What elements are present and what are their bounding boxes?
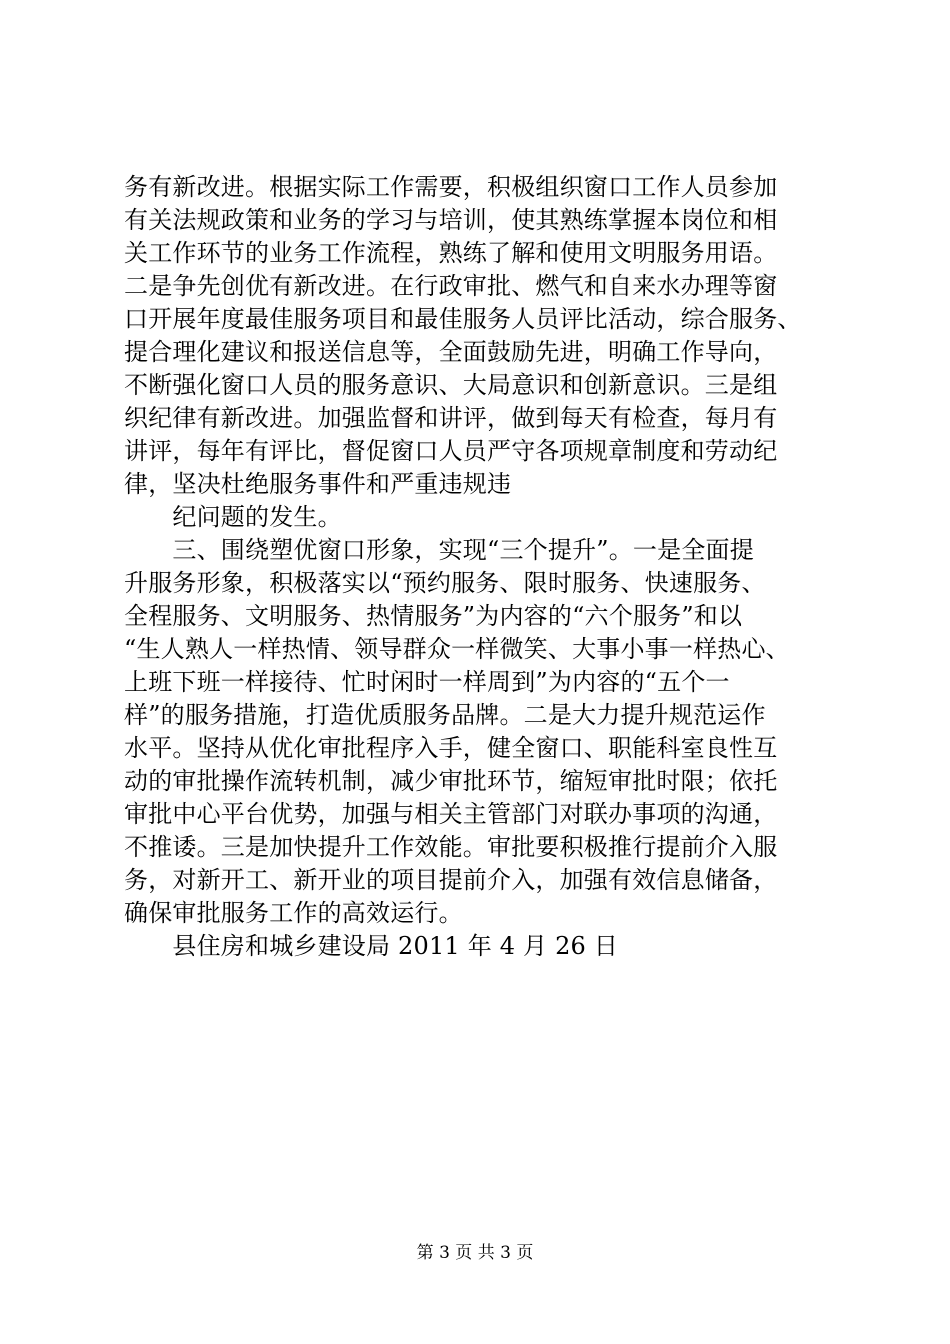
text-line: 关工作环节的业务工作流程，熟练了解和使用文明服务用语。 bbox=[124, 239, 778, 267]
text-line: 三、围绕塑优窗口形象，实现“三个提升”。一是全面提 bbox=[124, 536, 754, 564]
text-line: 律，坚决杜绝服务事件和严重违规违 bbox=[124, 470, 512, 498]
text-line: “生人熟人一样热情、领导群众一样微笑、大事小事一样热心、 bbox=[124, 635, 790, 663]
text-line: 提合理化建议和报送信息等，全面鼓励先进，明确工作导向， bbox=[124, 338, 778, 366]
document-body bbox=[124, 171, 844, 963]
text-line: 二是争先创优有新改进。在行政审批、燃气和自来水办理等窗 bbox=[124, 272, 778, 300]
text-line: 务有新改进。根据实际工作需要，积极组织窗口工作人员参加 bbox=[124, 173, 778, 201]
text-line: 上班下班一样接待、忙时闲时一样周到”为内容的“五个一 bbox=[124, 668, 730, 696]
text-line: 升服务形象，积极落实以“预约服务、限时服务、快速服务、 bbox=[124, 569, 766, 597]
text-line: 审批中心平台优势，加强与相关主管部门对联办事项的沟通， bbox=[124, 800, 778, 828]
text-line: 确保审批服务工作的高效运行。 bbox=[124, 899, 463, 927]
text-line: 讲评，每年有评比，督促窗口人员严守各项规章制度和劳动纪 bbox=[124, 437, 778, 465]
text-line: 水平。坚持从优化审批程序入手，健全窗口、职能科室良性互 bbox=[124, 734, 778, 762]
text-line: 务，对新开工、新开业的项目提前介入，加强有效信息储备， bbox=[124, 866, 778, 894]
text-line: 不断强化窗口人员的服务意识、大局意识和创新意识。三是组 bbox=[124, 371, 778, 399]
text-line: 口开展年度最佳服务项目和最佳服务人员评比活动，综合服务、 bbox=[124, 305, 802, 333]
text-line: 全程服务、文明服务、热情服务”为内容的“六个服务”和以 bbox=[124, 602, 743, 630]
text-line: 有关法规政策和业务的学习与培训，使其熟练掌握本岗位和相 bbox=[124, 206, 778, 234]
text-line: 动的审批操作流转机制，减少审批环节，缩短审批时限；依托 bbox=[124, 767, 778, 795]
signature-date-line: 县住房和城乡建设局 2011 年 4 月 26 日 bbox=[124, 932, 619, 960]
text-line: 织纪律有新改进。加强监督和讲评，做到每天有检查，每月有 bbox=[124, 404, 778, 432]
text-line: 纪问题的发生。 bbox=[124, 503, 342, 531]
text-line: 样”的服务措施，打造优质服务品牌。二是大力提升规范运作 bbox=[124, 701, 766, 729]
text-line: 不推诿。三是加快提升工作效能。审批要积极推行提前介入服 bbox=[124, 833, 778, 861]
page-number-footer: 第 3 页 共 3 页 bbox=[416, 1243, 534, 1263]
